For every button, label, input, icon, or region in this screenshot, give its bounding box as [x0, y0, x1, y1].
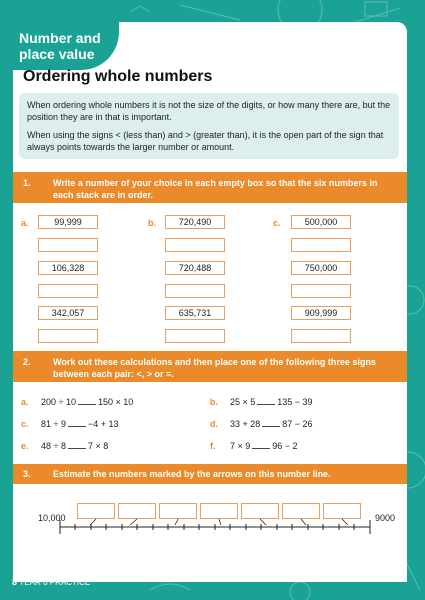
- question-2-number: 2.: [23, 357, 31, 367]
- q1-b-box-5: 635,731: [165, 306, 225, 320]
- arrow-6: [301, 519, 306, 525]
- arrow-7: [342, 519, 348, 525]
- q2-item-a-label: a.: [21, 397, 29, 407]
- q1-a-box-5: 342,057: [38, 306, 98, 320]
- q1-a-box-1: 99,999: [38, 215, 98, 229]
- badge-line-1: Number and: [19, 30, 101, 46]
- q2-item-b-left: 25 × 5: [230, 397, 256, 407]
- q2-item-e-right: 7 × 8: [87, 441, 109, 451]
- q2-item-c-left: 81 ÷ 9: [41, 419, 66, 429]
- q2-item-d-label: d.: [210, 419, 218, 429]
- q1-c-box-1: 500,000: [291, 215, 351, 229]
- intro-paragraph-2: When using the signs < (less than) and > (greater than), it is the open part of the sign that always points towards the larger number or amount.: [27, 130, 384, 152]
- q2-item-b-label: b.: [210, 397, 218, 407]
- q1-col-c-label: c.: [273, 218, 281, 228]
- q1-a-box-3: 106,328: [38, 261, 98, 275]
- q2-item-c-label: c.: [21, 419, 29, 429]
- number-line-end-label: 9000: [375, 513, 396, 523]
- q2-item-a-left: 200 ÷ 10: [41, 397, 76, 407]
- q1-c-box-5: 909,999: [291, 306, 351, 320]
- q2-item-f-right: 96 − 2: [272, 441, 298, 451]
- intro-paragraph-1: When ordering whole numbers it is not the size of the digits, or how many there are, but the position they are in that is important.: [27, 100, 391, 122]
- page-number: 8: [12, 577, 18, 587]
- q1-c-box-3: 750,000: [291, 261, 351, 275]
- arrow-3: [175, 519, 178, 525]
- q1-b-box-3: 720,488: [165, 261, 225, 275]
- number-line-start-label: 10,000: [38, 513, 66, 523]
- q2-item-a-right: 150 × 10: [97, 397, 134, 407]
- question-2-text: Work out these calculations and then place one of the following three signs between each pair: <, > or =.: [53, 357, 376, 379]
- q2-item-e-label: e.: [21, 441, 29, 451]
- question-1-text: Write a number of your choice in each empty box so that the six numbers in each stack are in order.: [53, 178, 378, 200]
- q2-item-f-label: f.: [210, 441, 216, 451]
- q2-item-e-left: 48 ÷ 8: [41, 441, 66, 451]
- page-title: Ordering whole numbers: [23, 68, 213, 85]
- footer-label: YEAR 6 PRACTICE: [19, 578, 91, 587]
- question-3-text: Estimate the numbers marked by the arrows on this number line.: [53, 469, 331, 479]
- badge-line-2: place value: [19, 46, 95, 62]
- question-3-number: 3.: [23, 469, 31, 479]
- q2-item-f-left: 7 × 9: [230, 441, 251, 451]
- page-footer: [12, 577, 90, 587]
- q1-b-box-1: 720,490: [165, 215, 225, 229]
- q2-item-d-right: 87 − 26: [282, 419, 313, 429]
- arrow-1: [90, 519, 96, 525]
- arrow-2: [130, 519, 137, 525]
- question-1-number: 1.: [23, 178, 31, 188]
- q2-item-d-left: 33 + 28: [230, 419, 261, 429]
- q1-col-b-label: b.: [148, 218, 156, 228]
- q1-col-a-label: a.: [21, 218, 29, 228]
- q2-item-c-right: −4 + 13: [87, 419, 119, 429]
- q2-item-b-right: 135 − 39: [277, 397, 313, 407]
- arrow-4: [219, 519, 221, 525]
